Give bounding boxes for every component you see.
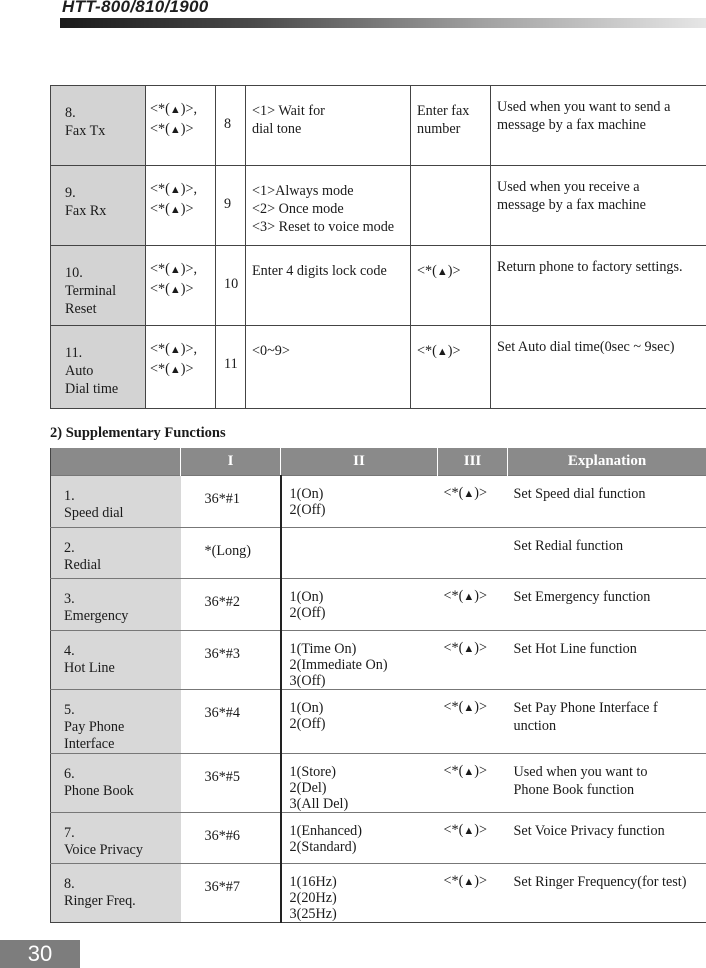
text-line: Redial <box>64 557 102 573</box>
text-line: 1. <box>64 488 75 504</box>
cell-function-name <box>51 754 181 813</box>
text-line: 36*#6 <box>204 828 240 844</box>
text-line: Set Ringer Frequency(for test) <box>513 874 687 890</box>
cell-explanation <box>491 86 706 166</box>
cell-confirm-key <box>438 813 508 864</box>
key-suffix: )> <box>180 201 194 217</box>
text-line <box>150 180 213 200</box>
cell-keys <box>146 166 216 246</box>
cell-explanation <box>508 754 706 813</box>
table-row <box>51 813 706 864</box>
cell-options <box>281 528 438 579</box>
cell-options <box>246 246 411 326</box>
cell-code <box>181 631 281 690</box>
table-header-row <box>51 448 706 476</box>
text-line: Set Hot Line function <box>513 641 637 657</box>
text-line: 2(Immediate On) <box>289 657 388 673</box>
key-suffix: )> <box>474 588 487 604</box>
text-line: Used when you want to send a <box>497 99 671 115</box>
supplementary-functions-table <box>50 448 706 923</box>
up-triangle-icon: ▲ <box>169 284 181 296</box>
up-triangle-icon: ▲ <box>463 591 475 603</box>
cell-keys <box>146 86 216 166</box>
cell-param <box>411 326 491 409</box>
text-line: 1(Time On) <box>289 641 357 657</box>
text-line: 36*#1 <box>204 491 240 507</box>
cell-function-name <box>51 166 146 246</box>
text-line: dial tone <box>252 121 302 137</box>
key-suffix: )> <box>180 281 194 297</box>
key-prefix: <*( <box>150 261 170 277</box>
cell-options <box>281 631 438 690</box>
table-row <box>51 864 706 923</box>
text-line: 36*#4 <box>204 705 240 721</box>
table-row <box>51 166 706 246</box>
up-triangle-icon: ▲ <box>169 264 181 276</box>
text-line: 2(Del) <box>289 780 327 796</box>
cell-number <box>216 86 246 166</box>
text-line: <1>Always mode <box>252 183 354 199</box>
text-line <box>150 260 213 280</box>
cell-options <box>281 864 438 923</box>
key-prefix: <*( <box>150 121 170 137</box>
text-line: 36*#7 <box>204 879 240 895</box>
cell-function-name <box>51 864 181 923</box>
table-row <box>51 754 706 813</box>
text-line: 8. <box>65 105 76 121</box>
cell-confirm-key <box>438 579 508 631</box>
text-line: 1(Enhanced) <box>289 823 362 839</box>
text-line: 2(Off) <box>289 716 326 732</box>
text-line: Fax Rx <box>65 203 107 219</box>
cell-confirm-key <box>438 690 508 754</box>
table-row <box>51 690 706 754</box>
text-line: 9. <box>65 185 76 201</box>
key-suffix: )> <box>474 485 487 501</box>
text-line: Set Voice Privacy function <box>513 823 665 839</box>
cell-keys <box>146 326 216 409</box>
text-line: <3> Reset to voice mode <box>252 219 395 235</box>
table-row <box>51 246 706 326</box>
text-line: 2(20Hz) <box>289 890 337 906</box>
text-line: Reset <box>65 301 97 317</box>
text-line: message by a fax machine <box>497 117 646 133</box>
text-line: Set Speed dial function <box>513 486 646 502</box>
cell-confirm-key <box>438 631 508 690</box>
key-suffix: )> <box>447 343 461 359</box>
text-line <box>150 100 213 120</box>
text-line: 4. <box>64 643 75 659</box>
text-line: Return phone to factory settings. <box>497 259 683 275</box>
cell-function-name <box>51 326 146 409</box>
cell-explanation <box>508 864 706 923</box>
cell-param <box>411 86 491 166</box>
up-triangle-icon: ▲ <box>463 825 475 837</box>
up-triangle-icon: ▲ <box>463 876 475 888</box>
text-line: 6. <box>64 766 75 782</box>
header-function <box>51 448 181 476</box>
up-triangle-icon: ▲ <box>463 643 475 655</box>
cell-function-name <box>51 579 181 631</box>
up-triangle-icon: ▲ <box>463 766 475 778</box>
cell-function-name <box>51 86 146 166</box>
text-line: Speed dial <box>64 505 124 521</box>
text-line: 36*#3 <box>204 646 240 662</box>
text-line: 11 <box>224 356 238 372</box>
cell-number <box>216 166 246 246</box>
cell-options <box>281 476 438 528</box>
text-line: number <box>417 121 461 137</box>
text-line: Pay Phone <box>64 719 125 735</box>
settings-table <box>50 85 706 409</box>
text-line: <0~9> <box>252 343 290 359</box>
text-line: Fax Tx <box>65 123 106 139</box>
text-line: 3(Off) <box>289 673 326 689</box>
header-explanation: Explanation <box>508 448 706 476</box>
text-line: 11. <box>65 345 83 361</box>
cell-options <box>246 166 411 246</box>
text-line: 2(Off) <box>289 502 326 518</box>
text-line: *(Long) <box>204 543 251 559</box>
cell-code <box>181 864 281 923</box>
key-prefix: <*( <box>150 201 170 217</box>
cell-explanation <box>508 579 706 631</box>
text-line <box>150 340 213 360</box>
text-line: Phone Book <box>64 783 134 799</box>
page-number: 30 <box>0 940 80 968</box>
key-suffix: )> <box>474 822 487 838</box>
cell-code <box>181 528 281 579</box>
up-triangle-icon: ▲ <box>169 344 181 356</box>
text-line: message by a fax machine <box>497 197 646 213</box>
key-suffix: )> <box>474 640 487 656</box>
cell-function-name <box>51 631 181 690</box>
cell-options <box>281 579 438 631</box>
text-line <box>150 280 213 300</box>
text-line: <2> Once mode <box>252 201 344 217</box>
cell-param <box>411 246 491 326</box>
cell-options <box>281 690 438 754</box>
key-prefix: <*( <box>150 101 170 117</box>
text-line: Auto <box>65 363 94 379</box>
cell-number <box>216 246 246 326</box>
text-line: 1(On) <box>289 700 324 716</box>
up-triangle-icon: ▲ <box>169 364 181 376</box>
key-suffix: )>, <box>180 101 197 117</box>
cell-code <box>181 754 281 813</box>
key-prefix: <*( <box>443 873 464 889</box>
text-line: 1(On) <box>289 589 324 605</box>
up-triangle-icon: ▲ <box>169 204 181 216</box>
key-prefix: <*( <box>443 640 464 656</box>
text-line: <1> Wait for <box>252 103 325 119</box>
key-suffix: )> <box>474 763 487 779</box>
cell-code <box>181 690 281 754</box>
text-line: Voice Privacy <box>64 842 143 858</box>
table-row <box>51 86 706 166</box>
cell-function-name <box>51 690 181 754</box>
cell-keys <box>146 246 216 326</box>
up-triangle-icon: ▲ <box>169 104 181 116</box>
text-line <box>150 360 213 380</box>
text-line: 9 <box>224 196 232 212</box>
cell-explanation <box>491 326 706 409</box>
key-prefix: <*( <box>150 181 170 197</box>
key-prefix: <*( <box>150 341 170 357</box>
text-line: 3. <box>64 591 75 607</box>
cell-function-name <box>51 813 181 864</box>
text-line: 2(Standard) <box>289 839 357 855</box>
cell-options <box>281 813 438 864</box>
cell-code <box>181 579 281 631</box>
text-line: Dial time <box>65 381 119 397</box>
cell-explanation <box>491 246 706 326</box>
text-line: Set Emergency function <box>513 589 651 605</box>
header-gradient-bar <box>60 18 706 28</box>
text-line: Phone Book function <box>513 782 635 798</box>
text-line: 2. <box>64 540 75 556</box>
text-line: 5. <box>64 702 75 718</box>
cell-options <box>281 754 438 813</box>
section-heading: 2) Supplementary Functions <box>50 425 226 441</box>
table-row <box>51 476 706 528</box>
header-col-i: I <box>181 448 281 476</box>
text-line <box>150 120 213 140</box>
key-suffix: )>, <box>180 181 197 197</box>
key-prefix: <*( <box>417 263 437 279</box>
text-line: Interface <box>64 736 115 752</box>
up-triangle-icon: ▲ <box>463 488 475 500</box>
text-line: 7. <box>64 825 75 841</box>
cell-explanation <box>508 476 706 528</box>
key-prefix: <*( <box>443 485 464 501</box>
up-triangle-icon: ▲ <box>169 124 181 136</box>
up-triangle-icon: ▲ <box>169 184 181 196</box>
text-line: 10. <box>65 265 83 281</box>
text-line: 2(Off) <box>289 605 326 621</box>
key-suffix: )>, <box>180 261 197 277</box>
key-suffix: )>, <box>180 341 197 357</box>
key-suffix: )> <box>474 699 487 715</box>
cell-confirm-key <box>438 476 508 528</box>
key-prefix: <*( <box>150 281 170 297</box>
cell-explanation <box>508 813 706 864</box>
text-line: Terminal <box>65 283 117 299</box>
up-triangle-icon: ▲ <box>463 702 475 714</box>
text-line: Used when you receive a <box>497 179 640 195</box>
cell-explanation <box>508 631 706 690</box>
text-line <box>150 200 213 220</box>
text-line: 1(On) <box>289 486 324 502</box>
key-prefix: <*( <box>417 343 437 359</box>
text-line: Set Auto dial time(0sec ~ 9sec) <box>497 339 675 355</box>
text-line: Enter fax <box>417 103 470 119</box>
cell-explanation <box>508 690 706 754</box>
key-prefix: <*( <box>443 588 464 604</box>
text-line: Ringer Freq. <box>64 893 136 909</box>
table-row <box>51 528 706 579</box>
cell-number <box>216 326 246 409</box>
key-suffix: )> <box>447 263 461 279</box>
cell-explanation <box>508 528 706 579</box>
cell-options <box>246 326 411 409</box>
text-line: 10 <box>224 276 239 292</box>
cell-code <box>181 476 281 528</box>
text-line: Set Redial function <box>513 538 624 554</box>
key-prefix: <*( <box>443 699 464 715</box>
cell-confirm-key <box>438 528 508 579</box>
cell-function-name <box>51 528 181 579</box>
up-triangle-icon: ▲ <box>436 266 448 278</box>
table-row <box>51 631 706 690</box>
cell-options <box>246 86 411 166</box>
text-line: Used when you want to <box>513 764 648 780</box>
text-line: Hot Line <box>64 660 115 676</box>
cell-confirm-key <box>438 754 508 813</box>
key-suffix: )> <box>180 121 194 137</box>
text-line: 36*#2 <box>204 594 240 610</box>
text-line: Emergency <box>64 608 129 624</box>
text-line: 8 <box>224 116 232 132</box>
key-prefix: <*( <box>443 763 464 779</box>
text-line: Set Pay Phone Interface f <box>513 700 658 716</box>
text-line: 8. <box>64 876 75 892</box>
text-line: 1(Store) <box>289 764 336 780</box>
text-line: 36*#5 <box>204 769 240 785</box>
cell-confirm-key <box>438 864 508 923</box>
key-prefix: <*( <box>150 361 170 377</box>
key-suffix: )> <box>474 873 487 889</box>
cell-function-name <box>51 246 146 326</box>
up-triangle-icon: ▲ <box>436 346 448 358</box>
text-line: 3(All Del) <box>289 796 349 812</box>
table-row <box>51 579 706 631</box>
table-row <box>51 326 706 409</box>
cell-explanation <box>491 166 706 246</box>
header-col-iii: III <box>438 448 508 476</box>
text-line: Enter 4 digits lock code <box>252 263 387 279</box>
text-line: 1(16Hz) <box>289 874 337 890</box>
cell-param <box>411 166 491 246</box>
header-col-ii: II <box>281 448 438 476</box>
cell-function-name <box>51 476 181 528</box>
key-suffix: )> <box>180 361 194 377</box>
text-line: unction <box>513 718 557 734</box>
text-line: 3(25Hz) <box>289 906 337 922</box>
cell-code <box>181 813 281 864</box>
manual-model-title: HTT-800/810/1900 <box>62 0 209 16</box>
key-prefix: <*( <box>443 822 464 838</box>
